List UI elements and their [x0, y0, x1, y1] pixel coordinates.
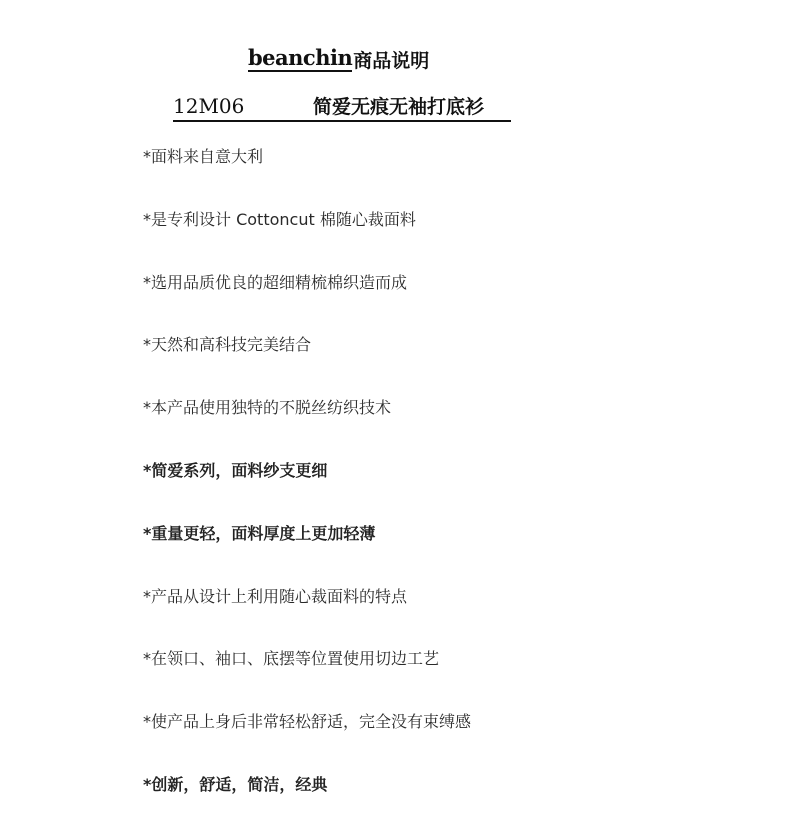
header-title: 商品说明	[353, 50, 430, 72]
product-code: 12M06	[173, 94, 245, 118]
feature-list	[143, 145, 471, 836]
feature-item: *简爱系列，面料纱支更细	[143, 460, 328, 480]
feature-item: *使产品上身后非常轻松舒适，完全没有束缚感	[143, 712, 472, 732]
feature-item: *本产品使用独特的不脱丝纺织技术	[143, 398, 392, 418]
product-title-row	[173, 94, 511, 122]
feature-item: *天然和高科技完美结合	[143, 335, 312, 355]
feature-item: *创新，舒适，简洁，经典	[143, 774, 328, 794]
brand-logo: beanchin	[248, 45, 353, 70]
feature-item: *选用品质优良的超细精梳棉织造而成	[143, 272, 408, 292]
feature-item: *是专利设计 Cottoncut 棉随心裁面料	[143, 209, 416, 229]
feature-item: *重量更轻，面料厚度上更加轻薄	[143, 523, 376, 543]
page-header	[248, 30, 429, 72]
feature-item: *在领口、袖口、底摆等位置使用切边工艺	[143, 649, 440, 669]
feature-item: *产品从设计上利用随心裁面料的特点	[143, 586, 408, 606]
feature-item: *面料来自意大利	[143, 147, 264, 166]
product-name: 简爱无痕无袖打底衫	[313, 96, 485, 118]
